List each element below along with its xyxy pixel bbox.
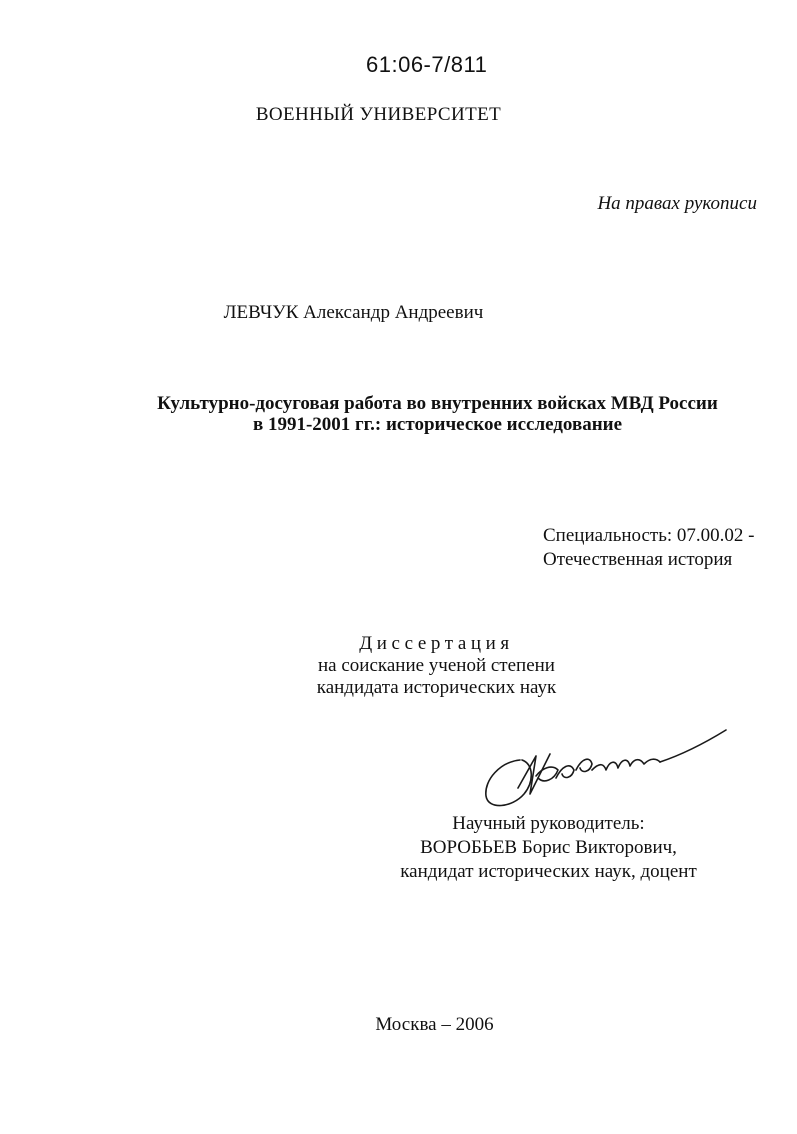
manuscript-note: На правах рукописи	[597, 193, 757, 214]
specialty-block	[543, 524, 755, 572]
dissertation-block	[38, 633, 797, 699]
advisor-label: Научный руководитель:	[452, 813, 645, 834]
advisor-block	[150, 812, 797, 884]
thesis-title-line-2: в 1991-2001 гг.: историческое исследование	[252, 414, 623, 435]
city-year: Москва – 2006	[375, 1014, 494, 1035]
archive-code: 61:06-7/811	[366, 52, 488, 77]
thesis-title-line-1: Культурно-досуговая работа во внутренних войсках МВД России	[157, 393, 718, 414]
author-name: ЛЕВЧУК Александр Андреевич	[223, 302, 484, 323]
handwritten-signature-icon	[478, 720, 738, 815]
dissertation-field-line: кандидата исторических наук	[316, 677, 557, 698]
thesis-title	[39, 393, 797, 435]
specialty-code: Специальность: 07.00.02 -	[543, 525, 755, 546]
advisor-degree: кандидат исторических наук, доцент	[400, 861, 697, 882]
specialty-name: Отечественная история	[543, 549, 733, 570]
dissertation-degree-line: на соискание ученой степени	[318, 655, 555, 676]
university-name: ВОЕННЫЙ УНИВЕРСИТЕТ	[255, 104, 502, 125]
dissertation-heading: Диссертация	[359, 633, 514, 654]
advisor-name: ВОРОБЬЕВ Борис Викторович,	[420, 837, 677, 858]
